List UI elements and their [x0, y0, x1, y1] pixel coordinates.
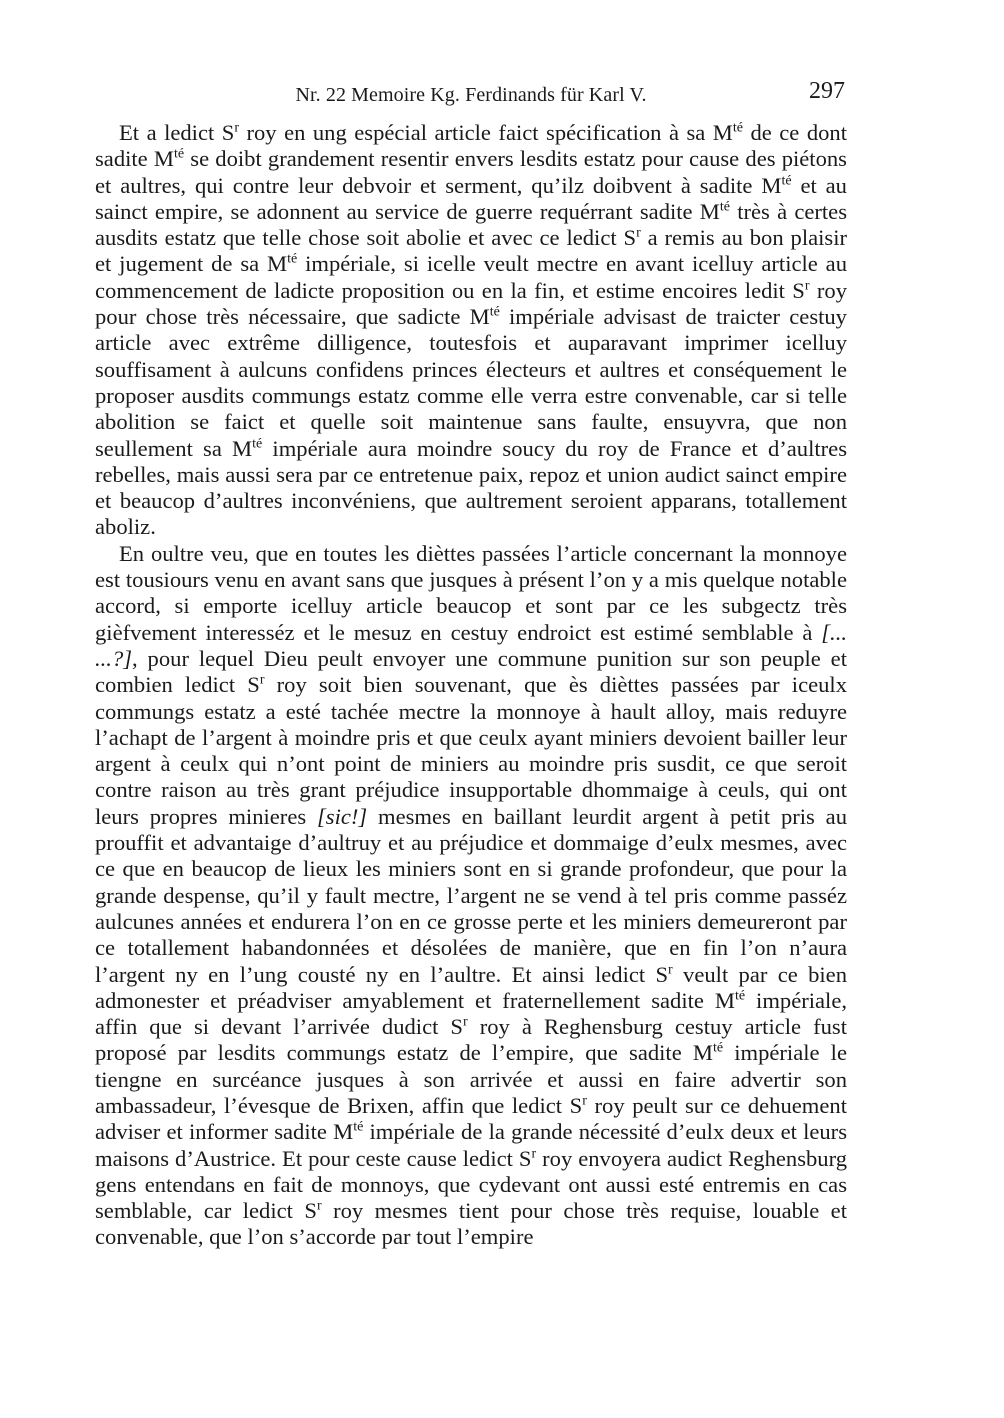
text-run: se doibt grandement resentir envers lesdits estatz pour cause des piétons et aultres, qui contre leur debvoir et serment, qu’ilz doibvent à sadite M [95, 146, 847, 198]
text-run: roy à Reghensburg cestuy article fust proposé par lesdits commungs estatz de l’empire, que sadite M [95, 1014, 847, 1066]
text-run: de ce dont sadite M [95, 120, 847, 172]
text-run: impériale, si icelle veult mectre en avant icelluy article au commencement de ladicte proposition ou en la fin, et estime encoires ledit S [95, 251, 847, 303]
superscript-abbrev: té [173, 146, 185, 162]
text-run: impériale advisast de traicter cestuy article avec extrême dilligence, toutesfois et auparavant imprimer icelluy souffisament à aulcuns confidens princes électeurs et aultres et conséquement le proposer ausdits commungs estatz comme elle verra estre convenable, car si telle abolition se faict et quelle soit maintenue sans faulte, ensuyvra, que non seullement sa M [95, 304, 847, 461]
superscript-abbrev: té [732, 120, 743, 136]
superscript-abbrev: r [531, 1145, 537, 1161]
text-run: impériale de la grande nécessité d’eulx deux et leurs maisons d’Austrice. Et pour ceste cause ledict S [95, 1119, 847, 1171]
text-run: Et a ledict S [119, 120, 235, 145]
superscript-abbrev: té [353, 1119, 364, 1135]
superscript-abbrev: té [719, 199, 730, 215]
superscript-abbrev: té [734, 988, 746, 1004]
superscript-abbrev: té [712, 1040, 724, 1056]
superscript-abbrev: r [234, 120, 239, 136]
editorial-note: [... ...?] [95, 619, 847, 671]
body-text [95, 120, 847, 1251]
text-run: veult par ce bien admonester et préadviser amyablement et fraternellement sadite M [95, 961, 847, 1013]
page-number: 297 [809, 78, 845, 104]
superscript-abbrev: r [582, 1093, 587, 1109]
superscript-abbrev: té [489, 304, 500, 320]
text-run: impériale le tiengne en surcéance jusques à son arrivée et aussi en faire advertir son ambassadeur, l’évesque de Brixen, affin que ledict S [95, 1040, 847, 1118]
superscript-abbrev: té [781, 172, 792, 188]
text-run: roy pour chose très nécessaire, que sadicte M [95, 277, 847, 330]
superscript-abbrev: té [252, 435, 263, 451]
text-run: impériale, affin que si devant l’arrivée dudict S [95, 987, 848, 1040]
editorial-note: [sic!] [316, 803, 368, 829]
superscript-abbrev: r [636, 225, 641, 241]
text-run: roy soit bien souvenant, que ès dièttes passées par iceulx commungs estatz a esté tachée mectre la monnoye à hault alloy, mais reduyre l’achapt de l’argent à moindre pris et que ceulx ayant miniers devoient bailler leur argent à ceulx qui n’ont point de miniers au moindre pris susdit, ce que seroit contre raison au très grant préjudice insupportable dhommaige à ceuls, qui ont leurs propres minieres [95, 672, 847, 829]
text-run: mesmes en baillant leurdit argent à petit pris au prouffit et advantaige d’aultruy et au préjudice et dommaige d’eulx mesmes, avec ce que en beaucop de lieux les miniers sont en si grande profondeur, que pour la grande despense, qu’il y fault mectre, l’argent ne se vend à tel pris comme passéz aulcunes années et endurera l’on en ce grosse perte et les miniers demeureront par ce totallement habandonnées et désolées de manière, que en fin l’on n’aura l’argent ny en l’ung cousté ny en l’aultre. Et ainsi ledict S [95, 803, 847, 987]
superscript-abbrev: r [463, 1014, 468, 1030]
superscript-abbrev: té [287, 251, 298, 267]
text-run: , pour lequel Dieu peult envoyer une commune punition sur son peuple et combien ledict S [95, 645, 847, 698]
paragraph [95, 541, 847, 1251]
superscript-abbrev: r [316, 1198, 322, 1214]
text-run: a remis au bon plaisir et jugement de sa M [95, 225, 847, 277]
text-run: roy en ung espécial article faict spécification à sa M [238, 120, 733, 145]
paragraph [95, 120, 847, 541]
text-run: très à certes ausdits estatz que telle chose soit abolie et avec ce ledict S [95, 198, 847, 251]
superscript-abbrev: r [668, 961, 673, 977]
text-run: roy mesmes tient pour chose très requise, louable et convenable, que l’on s’accorde par tout l’empire [95, 1198, 847, 1250]
superscript-abbrev: r [804, 278, 810, 294]
text-run: impériale aura moindre soucy du roy de France et d’aultres rebelles, mais aussi sera par ce entretenue paix, repoz et union audict sainct empire et beaucop d’aultres inconvéniens, que aultrement seroient apparans, totallement aboliz. [95, 435, 847, 540]
running-title: Nr. 22 Memoire Kg. Ferdinands für Karl V. [295, 84, 647, 106]
text-run: et au sainct empire, se adonnent au service de guerre requérrant sadite M [95, 172, 847, 224]
superscript-abbrev: r [259, 672, 265, 688]
text-run: roy envoyera audict Reghensburg gens entendans en fait de monnoys, que cydevant ont aussi esté entremis en cas semblable, car ledict S [95, 1145, 847, 1224]
running-head [95, 78, 847, 108]
text-run: roy peult sur ce dehuement adviser et informer sadite M [95, 1092, 847, 1145]
text-run: En oultre veu, que en toutes les dièttes passées l’article concernant la monnoye est tousiours venu en avant sans que jusques à présent l’on y a mis quelque notable accord, si emporte icelluy article beaucop et sont par ce les subgectz très gièfvement interesséz et le mesuz en cestuy endroict est estimé semblable à [95, 540, 847, 645]
